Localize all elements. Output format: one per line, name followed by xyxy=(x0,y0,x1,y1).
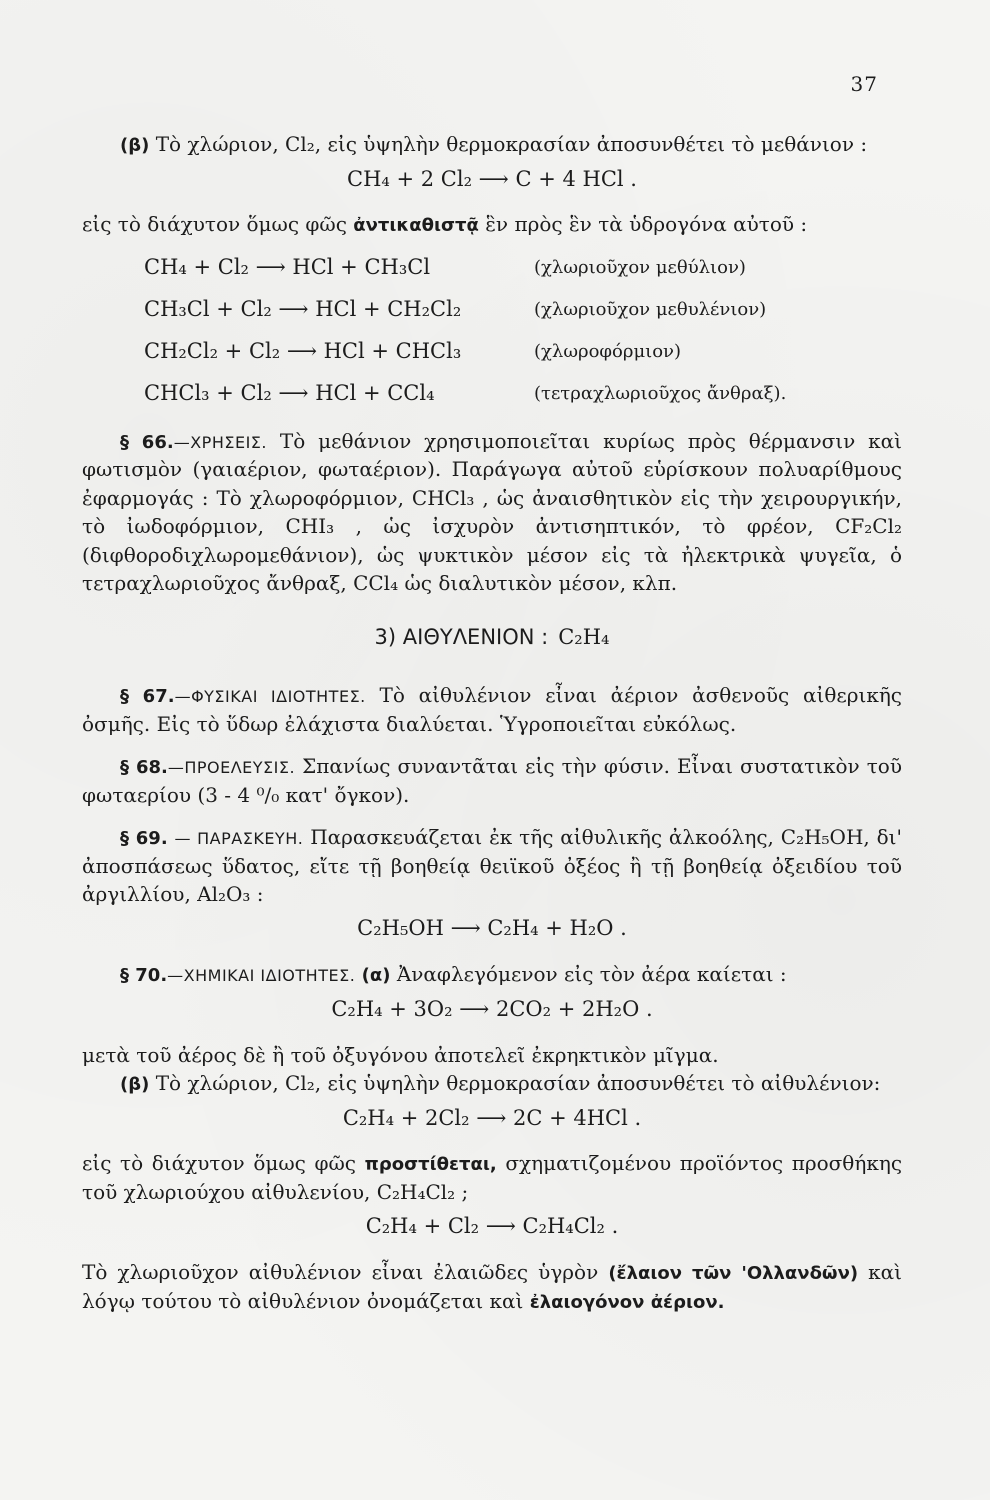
formula: CHCl₃ + Cl₂ ⟶ HCl + CCl₄ xyxy=(144,381,435,405)
text-span: ἓν πρὸς ἓν τὰ ὑδρογόνα αὐτοῦ : xyxy=(485,212,808,237)
bold-term: ἐλαιογόνον ἀέριον. xyxy=(529,1291,725,1313)
text-span: εἰς τὸ διάχυτον ὅμως φῶς xyxy=(82,212,347,237)
equation: C₂H₄ + Cl₂ ⟶ C₂H₄Cl₂ . xyxy=(365,1214,619,1239)
section-heading: —ΧΡΗΣΕΙΣ. xyxy=(173,432,267,452)
formula: CH₂Cl₂ + Cl₂ ⟶ HCl + CHCl₃ xyxy=(144,339,462,363)
text-span: σχηματιζομένου προϊόντος προσθήκης τοῦ χλωριούχου αἰθυλενίου, C₂H₄Cl₂ ; xyxy=(82,1151,903,1204)
section-number: § 70. xyxy=(120,965,168,987)
text-span: Τὸ χλωριοῦχον αἰθυλένιον εἶναι ἐλαιῶδες ὑγρὸν xyxy=(82,1260,599,1285)
paragraph-final xyxy=(82,1258,902,1315)
section-heading: —ΠΡΟΕΛΕΥΣΙΣ. xyxy=(167,758,296,778)
bold-term: (ἔλαιον τῶν 'Ολλανδῶν) xyxy=(608,1263,859,1285)
bold-term: ἀντικαθιστᾷ xyxy=(353,215,479,237)
paragraph-text: μετὰ τοῦ ἀέρος δὲ ἢ τοῦ ὀξυγόνου ἀποτελεῖ ἐκρηκτικὸν μῖγμα. xyxy=(82,1042,719,1067)
section-67 xyxy=(82,681,902,738)
item-mark: (β) xyxy=(120,1073,150,1095)
paragraph-beta-ethylene xyxy=(82,1069,902,1098)
compound-name: (χλωροφόρμιον) xyxy=(534,341,682,363)
section-heading: — ΠΑΡΑΣΚΕΥΗ. xyxy=(174,829,304,849)
section-text: Παρασκευάζεται ἐκ τῆς αἰθυλικῆς ἀλκοόλης, C₂H₅OH, δι' ἀποσπάσεως ὕδατος, εἴτε τῇ βοηθείᾳ θειϊκοῦ ὀξέος ἢ τῇ βοηθείᾳ ὀξειδίου τοῦ ἀργιλλίου, Al₂O₃ : xyxy=(82,825,902,907)
section-70 xyxy=(82,960,902,989)
formula: CH₄ + Cl₂ ⟶ HCl + CH₃Cl xyxy=(144,255,431,279)
section-heading: —ΧΗΜΙΚΑΙ ΙΔΙΟΤΗΤΕΣ. xyxy=(167,966,356,986)
text-span: εἰς τὸ διάχυτον ὅμως φῶς xyxy=(82,1151,357,1176)
equation-row xyxy=(144,331,902,373)
paragraph-text: Τὸ χλώριον, Cl₂, εἰς ὑψηλὴν θερμοκρασίαν ἀποσυνθέτει τὸ μεθάνιον : xyxy=(155,132,868,156)
page-content xyxy=(82,130,902,1315)
compound-name: (τετραχλωριοῦχος ἄνθραξ). xyxy=(534,383,787,405)
paragraph-text: Τὸ χλώριον, Cl₂, εἰς ὑψηλὴν θερμοκρασίαν ἀποσυνθέτει τὸ αἰθυλένιον: xyxy=(155,1070,881,1095)
page-number: 37 xyxy=(850,72,878,96)
section-text: Ἀναφλεγόμενον εἰς τὸν ἀέρα καίεται : xyxy=(396,962,787,987)
paragraph-diffuse-light xyxy=(82,210,902,239)
section-number: § 68. xyxy=(120,757,168,779)
section-number: § 69. xyxy=(120,828,168,850)
equation-row xyxy=(144,289,902,331)
chapter-title xyxy=(82,623,902,653)
equation-row xyxy=(144,247,902,289)
section-68 xyxy=(82,752,902,809)
equation: C₂H₅OH ⟶ C₂H₄ + H₂O . xyxy=(357,916,627,941)
section-69 xyxy=(82,823,902,908)
text-span: καὶ λόγῳ τούτου τὸ αἰθυλένιον ὀνομάζεται καὶ xyxy=(82,1260,903,1313)
section-66 xyxy=(82,427,902,598)
section-number: § 67. xyxy=(120,686,175,708)
section-text: Σπανίως συναντᾶται εἰς τὴν φύσιν. Εἶναι συστατικὸν τοῦ φωταερίου (3 - 4 ⁰/₀ κατ' ὄγκον). xyxy=(82,754,902,807)
chapter-formula: C₂H₄ xyxy=(558,625,610,650)
paragraph-addition xyxy=(82,1149,902,1206)
chapter-title-text: 3) ΑΙΘΥΛΕΝΙΟΝ : xyxy=(374,625,549,650)
compound-name: (χλωριοῦχον μεθύλιον) xyxy=(534,257,746,279)
section-heading: —ΦΥΣΙΚΑΙ ΙΔΙΟΤΗΤΕΣ. xyxy=(174,687,366,707)
equation-row xyxy=(144,373,902,415)
section-number: § 66. xyxy=(120,431,174,453)
item-mark: (β) xyxy=(120,135,150,156)
substitution-equations xyxy=(144,247,902,415)
paragraph-beta-methane xyxy=(82,130,902,159)
equation: CH₄ + 2 Cl₂ ⟶ C + 4 HCl . xyxy=(347,166,637,191)
equation: C₂H₄ + 2Cl₂ ⟶ 2C + 4HCl . xyxy=(342,1105,642,1130)
section-text: Τὸ μεθάνιον χρησιμοποιεῖται κυρίως πρὸς θέρμανσιν καὶ φωτισμὸν (γαιαέριον, φωταέριον). Παράγωγα αὐτοῦ εὑρίσκουν πολυαρίθμους ἐφαρμογάς : Τὸ χλωροφόρμιον, CHCl₃ , ὡς ἀναισθητικὸν εἰς τὴν χειρουργικήν, τὸ ἰωδοφόρμιον, CHI₃ , ὡς ἰσχυρὸν ἀντισηπτικόν, τὸ φρέον, CF₂Cl₂ (διφθοροδιχλωρομεθάνιον), ὡς ψυκτικὸν μέσον εἰς τὰ ἠλεκτρικὰ ψυγεῖα, ὁ τετραχλωριοῦχος ἄνθραξ, CCl₄ ὡς διαλυτικὸν μέσον, κλπ. xyxy=(82,428,903,596)
section-text: Τὸ αἰθυλένιον εἶναι ἀέριον ἀσθενοῦς αἰθερικῆς ὀσμῆς. Εἰς τὸ ὕδωρ ἐλάχιστα διαλύεται. Ὑγροποιεῖται εὐκόλως. xyxy=(82,683,903,736)
item-mark: (α) xyxy=(361,965,391,987)
bold-term: προστίθεται, xyxy=(364,1154,497,1176)
compound-name: (χλωριοῦχον μεθυλένιον) xyxy=(534,299,767,321)
formula: CH₃Cl + Cl₂ ⟶ HCl + CH₂Cl₂ xyxy=(144,297,462,321)
equation: C₂H₄ + 3O₂ ⟶ 2CO₂ + 2H₂O . xyxy=(331,996,653,1021)
